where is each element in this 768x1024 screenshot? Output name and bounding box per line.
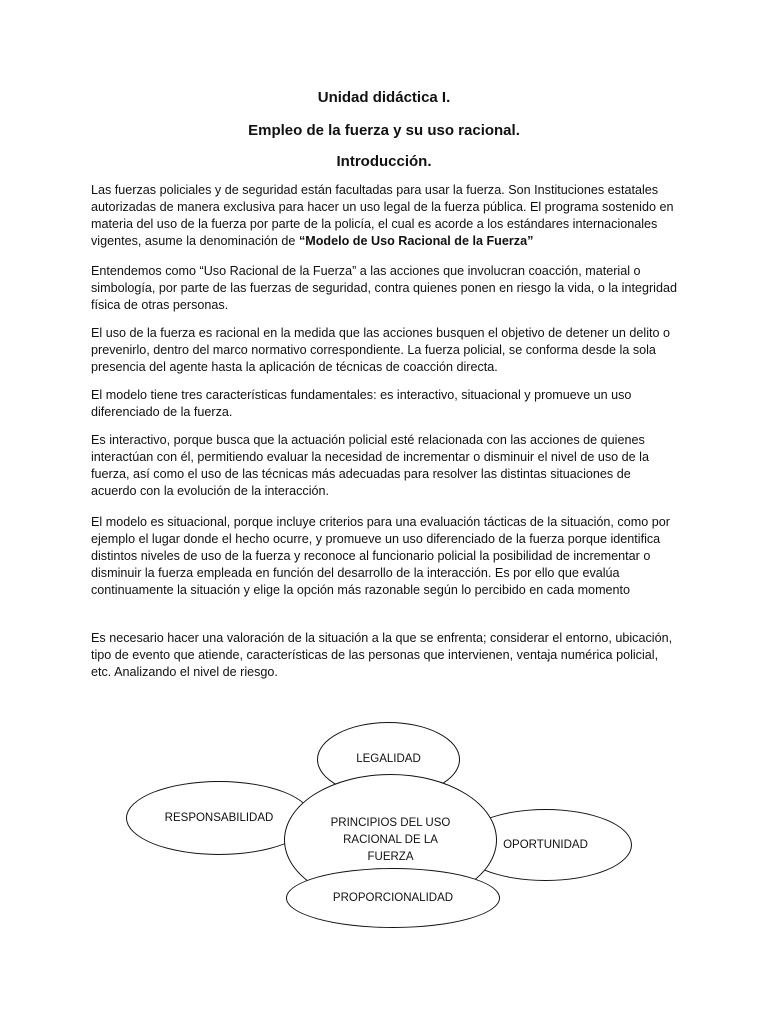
paragraph-5: Es interactivo, porque busca que la actuación policial esté relacionada con las acciones de quienes interactúan con él, permitiendo evaluar la necesidad de incrementar o disminuir el nivel de uso de la fuerza, así como el uso de las técnicas más adecuadas para resolver las distintas situaciones de acuerdo con la evolución de la interacción. [91, 433, 649, 498]
node-legalidad-label: LEGALIDAD [356, 753, 421, 765]
node-proporcionalidad [286, 868, 500, 928]
node-center-line-2: RACIONAL DE LA [343, 833, 438, 846]
unit-title: Unidad didáctica I. [317, 89, 451, 106]
document-subtitle: Empleo de la fuerza y su uso racional. [248, 122, 520, 139]
node-center-line-3: FUERZA [367, 850, 414, 863]
principles-diagram [0, 700, 768, 940]
paragraph-4: El modelo tiene tres características fundamentales: es interactivo, situacional y promueve un uso diferenciado de la fuerza. [91, 388, 632, 419]
node-oportunidad-label: OPORTUNIDAD [503, 838, 588, 851]
paragraph-2: Entendemos como “Uso Racional de la Fuerza” a las acciones que involucran coacción, material o simbología, por parte de las fuerzas de seguridad, contra quienes ponen en riesgo la vida, o la integridad física de otras personas. [91, 264, 677, 312]
node-responsabilidad-label: RESPONSABILIDAD [164, 811, 274, 824]
model-name: “Modelo de Uso Racional de la Fuerza” [298, 234, 534, 248]
paragraph-1 [91, 182, 679, 250]
section-title: Introducción. [336, 153, 432, 170]
paragraph-3: El uso de la fuerza es racional en la medida que las acciones busquen el objetivo de detener un delito o prevenirlo, dentro del marco normativo correspondiente. La fuerza policial, se conforma desde la sola presencia del agente hasta la aplicación de técnicas de coacción directa. [91, 326, 670, 374]
node-center-text [331, 815, 451, 866]
paragraph-6: El modelo es situacional, porque incluye criterios para una evaluación tácticas de la situación, como por ejemplo el lugar donde el hecho ocurre, y promueve un uso diferenciado de la fuerza porque identifica distintos niveles de uso de la fuerza y reconoce al funcionario policial la posibilidad de incrementar o disminuir la fuerza empleada en función del desarrollo de la interacción. Es por ello que evalúa continuamente la situación y elige la opción más razonable según lo percibido en cada momento [91, 515, 670, 597]
paragraph-7: Es necesario hacer una valoración de la situación a la que se enfrenta; considerar el entorno, ubicación, tipo de evento que atiende, características de las personas que intervienen, ventaja numérica policial, etc. Analizando el nivel de riesgo. [91, 631, 673, 679]
node-proporcionalidad-label: PROPORCIONALIDAD [332, 891, 454, 904]
node-center-line-1: PRINCIPIOS DEL USO [330, 816, 451, 829]
paragraph-1-text: Las fuerzas policiales y de seguridad están facultadas para usar la fuerza. Son Instituciones estatales autorizadas de manera exclusiva para hacer un uso legal de la fuerza pública. El programa sostenido en materia del uso de la fuerza por parte de la policía, el cual es acorde a los estándares internacionales vigentes, asume la denominación de [91, 183, 674, 248]
